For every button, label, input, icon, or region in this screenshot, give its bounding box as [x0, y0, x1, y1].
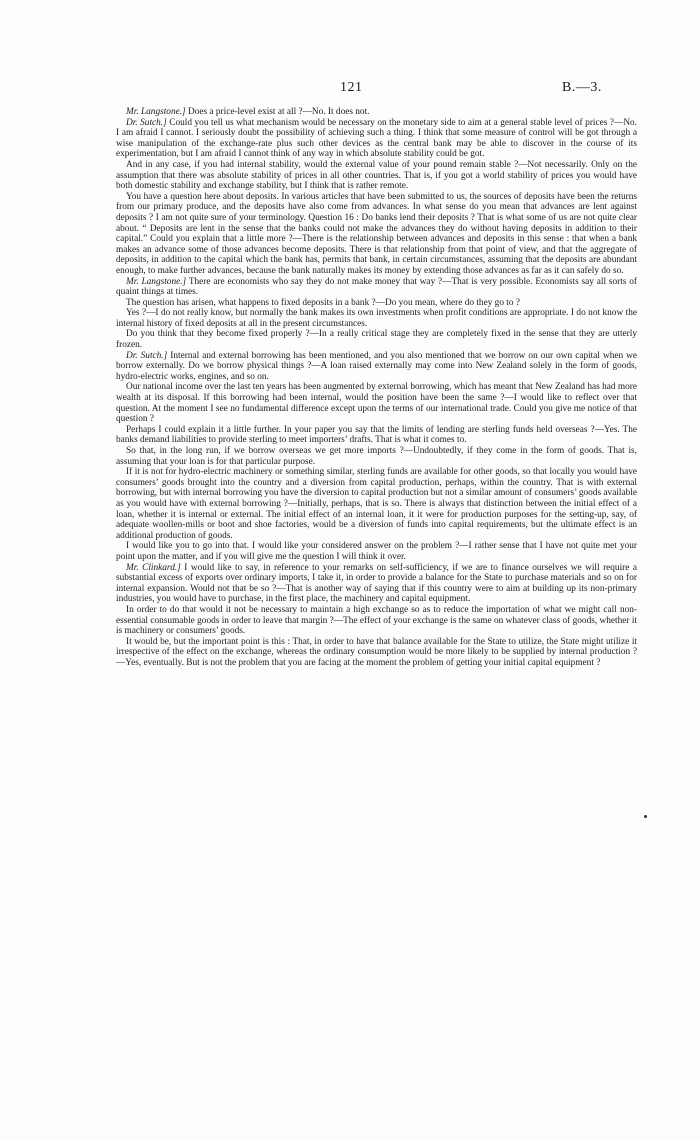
- speaker-name: Mr. Langstone.]: [126, 276, 187, 287]
- paragraph-text: If it is not for hydro-electric machinery or something similar, sterling funds are available for other goods, so that locally you would have consumers’ goods brought into the country and a diversion from capital production, perhaps, within the country. That is with external borrowing, but with internal borrowing you have the diversion to capital production but not a similar amount of consumers’ goods available as you would have with external borrowing ?—Initially, perhaps, that is so. There is always that distinction between the initial effect of a loan, whether it is internal or external. The initial effect of an internal loan, it it were for production purposes for the setting-up, say, of adequate woollen-mills or boot and shoe factories, would be a diversion of funds into capital requirements, but the ultimate effect is an additional production of goods.: [116, 467, 637, 541]
- paragraph: [116, 446, 637, 467]
- speaker-name: Dr. Sutch.]: [126, 350, 168, 361]
- paragraph: [116, 351, 637, 383]
- paragraph-text: Could you tell us what mechanism would be necessary on the monetary side to aim at a general stable level of prices ?—No. I am afraid I cannot. I seriously doubt the possibility of achieving such a thing. I think that some measure of control will be got through a wise manipulation of the exchange-rate plus such other devices as the central bank may be able to discover in the course of its experimentation, but I am afraid I cannot think of any way in which absolute stability could be got.: [116, 117, 638, 160]
- document-reference: B.—3.: [562, 80, 602, 95]
- paragraph-text: I would like to say, in reference to your remarks on self-sufficiency, if we are to finance ourselves we will require a substantial excess of exports over ordinary imports, I take it, in order to provide a balance for the State to purchase materials and so on for internal expansion. Would not that be so ?—That is another way of saying that if this country were to aim at building up its non-primary industries, you would have to purchase, in the first place, the machinery and capital equipment.: [116, 562, 637, 605]
- paragraph: [116, 637, 637, 669]
- paragraph: [116, 192, 637, 277]
- paragraph: [116, 298, 637, 309]
- paragraph-text: The question has arisen, what happens to fixed deposits in a bank ?—Do you mean, where do they go to ?: [126, 297, 520, 308]
- speaker-name: Dr. Sutch.]: [126, 117, 167, 128]
- paragraph: [116, 541, 637, 562]
- paragraph-text: Do you think that they become fixed properly ?—In a really critical stage they are completely fixed in the sense that they are utterly frozen.: [116, 329, 637, 351]
- paragraph-text: Our national income over the last ten years has been augmented by external borrowing, which has meant that New Zealand has had more wealth at its disposal. If this borrowing had been internal, would the position have been the same ?—I would like to reflect over that question. At the moment I see no fundamental difference except upon the terms of our international trade. Could you give me notice of that question ?: [116, 382, 637, 425]
- margin-mark: [644, 815, 647, 818]
- paragraph-text: I would like you to go into that. I would like your considered answer on the problem ?—I rather sense that I have not quite met your point upon the matter, and if you will give me the question I will think it over.: [116, 541, 637, 562]
- paragraph: [116, 118, 637, 160]
- paragraph: [116, 605, 637, 637]
- paragraph-text: Yes ?—I do not really know, but normally the bank makes its own investments when profit conditions are appropriate. I do not know the internal history of fixed deposits at all in the present circumstances.: [116, 308, 637, 329]
- paragraph: [116, 563, 637, 605]
- paragraph-text: So that, in the long run, if we borrow overseas we get more imports ?—Undoubtedly, if they come in the form of goods. That is, assuming that your loan is for that particular purpose.: [116, 446, 637, 467]
- paragraph-text: Does a price-level exist at all ?—No. It does not.: [185, 107, 370, 117]
- paragraph: [116, 425, 637, 446]
- paragraph-text: In order to do that would it not be necessary to maintain a high exchange so as to reduce the importation of what we might call non-essential consumable goods in order to leave that margin ?—The effect of your exchange is the same on whatever class of goods, whether it is machinery or consumers’ goods.: [116, 604, 637, 637]
- speaker-name: Mr. Langstone.]: [126, 107, 186, 117]
- speaker-name: Mr. Clinkard.]: [126, 562, 181, 573]
- paragraph: [116, 277, 637, 298]
- paragraph-text: It would be, but the important point is this : That, in order to have that balance available for the State to utilize, the State might utilize it irrespective of the effect on the exchange, whereas the ordinary consumption would be more likely to be supplied by internal production ?—Yes, eventually. But is not the problem that you are facing at the moment the problem of getting your initial capital equipment ?: [116, 636, 637, 668]
- page-number: 121: [340, 80, 363, 95]
- paragraph-text: Perhaps I could explain it a little further. In your paper you say that the limits of lending are sterling funds held overseas ?—Yes. The banks demand liabilities to provide sterling to meet importers’ drafts. That is what it comes to.: [116, 424, 637, 446]
- paragraph-text: Internal and external borrowing has been mentioned, and you also mentioned that we borrow on our own capital when we borrow externally. Do we borrow physical things ?—A loan raised externally may come into New Zealand solely in the form of goods, hydro-electric works, engines, and so on.: [116, 350, 638, 382]
- paragraph: [116, 160, 637, 192]
- paragraph: [116, 382, 637, 424]
- paragraph: [116, 107, 637, 118]
- body-text: [116, 107, 637, 668]
- paragraph: [116, 467, 637, 541]
- paragraph-text: And in any case, if you had internal stability, would the external value of your pound remain stable ?—Not necessarily. Only on the assumption that there was absolute stability of prices in all other countries. That is, if you got a world stability of prices you would have both domestic stability and exchange stability, but I think that is rather remote.: [116, 159, 637, 192]
- paragraph: [116, 329, 637, 350]
- paragraph: [116, 308, 637, 329]
- paragraph-text: There are economists who say they do not make money that way ?—That is very possible. Economists say all sorts of quaint things at times.: [116, 276, 637, 298]
- paragraph-text: You have a question here about deposits. In various articles that have been submitted to us, the sources of deposits have been the returns from our primary produce, and the deposits have also come from advances. In what sense do you mean that advances are lent against deposits ? I am not quite sure of your terminology. Question 16 : Do banks lend their deposits ? That is what some of us are not quite clear about. “ Deposits are lent in the sense that the banks could not make the advances they do without having deposits in addition to their capital.” Could you explain that a little more ?—There is the relationship between advances and deposits in this sense : that when a bank makes an advance some of those advances become deposits. There is that relationship from that point of view, and that the aggregate of deposits, in addition to the capital which the bank has, permits that bank, in certain circumstances, assuming that the deposits are abundant enough, to make further advances, because the bank naturally makes its money by extending those advances as far as it can safely do so.: [116, 191, 637, 276]
